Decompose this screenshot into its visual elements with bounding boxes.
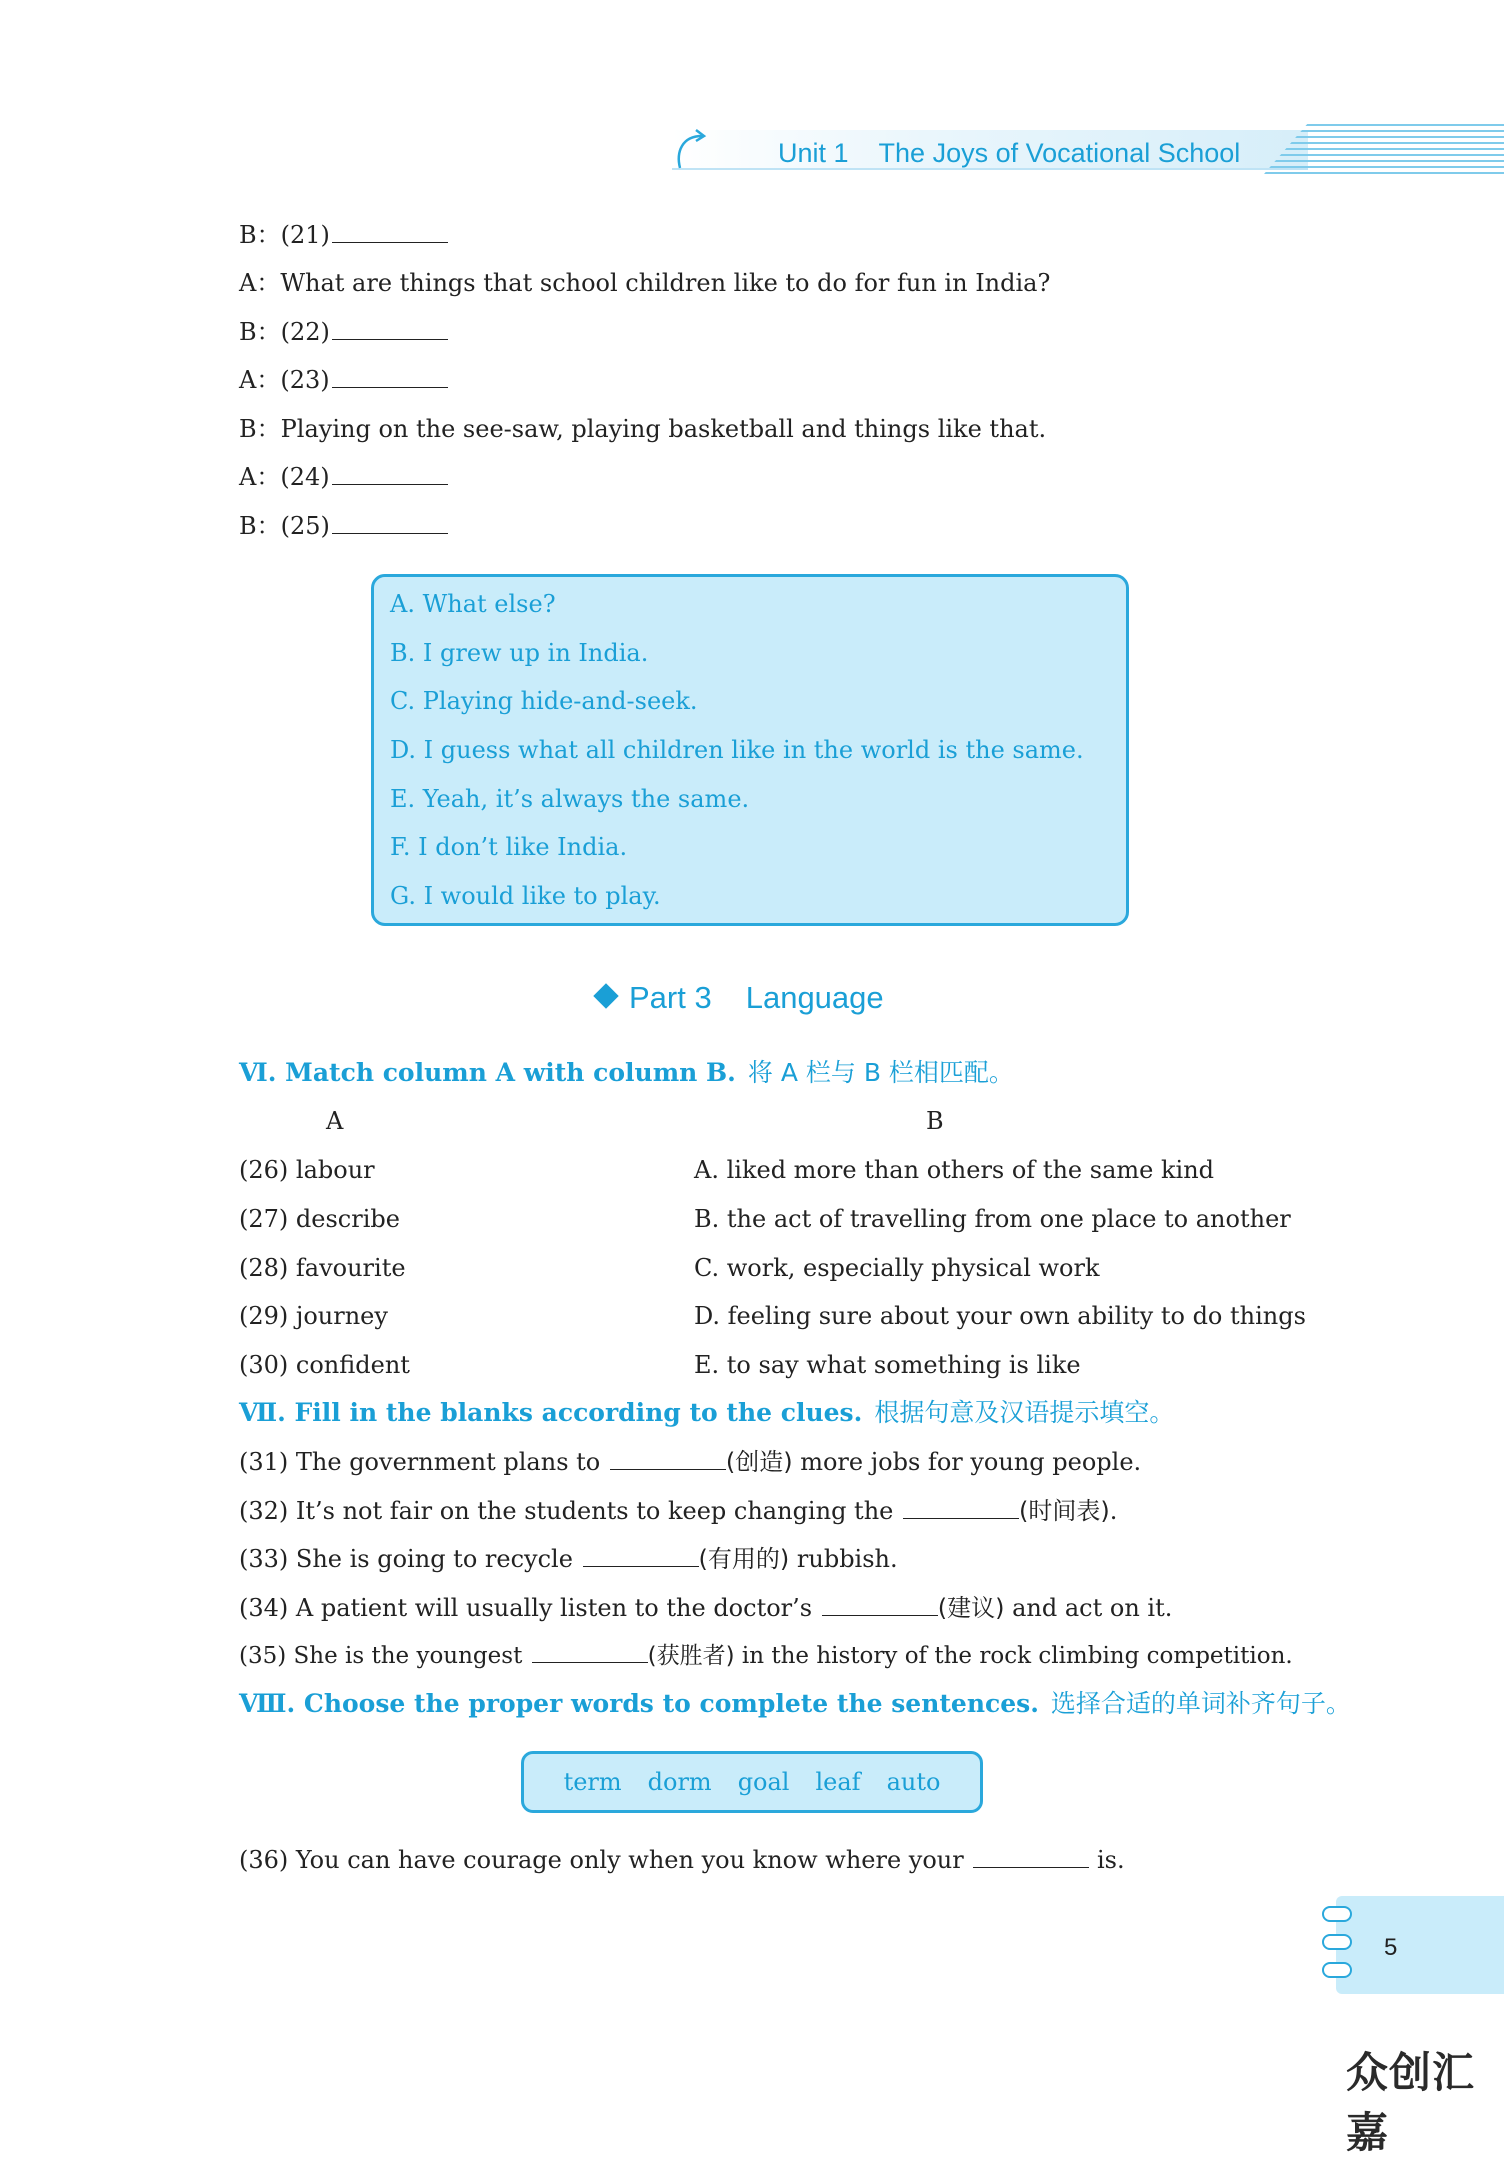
answer-blank[interactable]	[973, 1847, 1089, 1868]
answer-blank[interactable]	[332, 222, 448, 243]
page-number: 5	[1384, 1934, 1398, 1961]
column-b-item: D. feeling sure about your own ability to do things	[694, 1302, 1306, 1330]
dialogue-text: What are things that school children like to do for fun in India?	[280, 269, 1051, 297]
answer-blank[interactable]	[332, 319, 448, 340]
item-number: (22)	[280, 318, 330, 346]
option-item: G. I would like to play.	[390, 882, 661, 910]
item-number: (25)	[280, 512, 330, 540]
column-a-item: (27) describe	[239, 1205, 400, 1233]
option-item: E. Yeah, it’s always the same.	[390, 785, 750, 813]
speaker: A：	[239, 463, 281, 491]
section-number: Ⅵ.	[239, 1058, 277, 1087]
chinese-hint: (创造)	[725, 1448, 793, 1476]
answer-blank[interactable]	[583, 1546, 699, 1567]
speaker: A：	[239, 269, 281, 297]
option-item: B. I grew up in India.	[390, 639, 649, 667]
part-name: Language	[745, 980, 884, 1015]
section-7-heading	[239, 1398, 1174, 1428]
fill-text: rubbish.	[789, 1545, 898, 1573]
running-header	[672, 124, 1504, 174]
header-title	[778, 138, 1240, 169]
chinese-hint: (获胜者)	[647, 1643, 735, 1669]
item-number: (21)	[280, 221, 330, 249]
fill-text: (33) She is going to recycle	[239, 1545, 581, 1573]
chinese-hint: (有用的)	[698, 1545, 790, 1573]
dialogue-line	[239, 462, 448, 492]
chinese-hint: (建议)	[937, 1594, 1005, 1622]
column-b-item: B. the act of travelling from one place to another	[694, 1205, 1291, 1233]
fill-item	[239, 1641, 1293, 1671]
answer-blank[interactable]	[332, 464, 448, 485]
section-number: Ⅶ.	[239, 1398, 286, 1427]
dialogue-text: Playing on the see-saw, playing basketball and things like that.	[280, 415, 1047, 443]
answer-blank[interactable]	[332, 513, 448, 534]
dialogue-line	[239, 365, 448, 395]
fill-text: (36) You can have courage only when you know where your	[239, 1846, 972, 1874]
speaker: B：	[239, 415, 281, 443]
column-a-item: (26) labour	[239, 1156, 375, 1184]
answer-blank[interactable]	[532, 1642, 648, 1663]
speaker: B：	[239, 221, 281, 249]
fill-text: (31) The government plans to	[239, 1448, 608, 1476]
page-tab	[1336, 1896, 1504, 1994]
section-6-heading	[239, 1058, 1014, 1088]
section-title: Choose the proper words to complete the sentences.	[303, 1689, 1039, 1718]
item-number: (23)	[280, 366, 330, 394]
section-8-heading	[239, 1689, 1351, 1719]
section-title: Match column A with column B.	[285, 1058, 736, 1087]
fill-item	[239, 1496, 1117, 1526]
fill-text: (35) She is the youngest	[239, 1643, 530, 1669]
column-b-item: C. work, especially physical work	[694, 1254, 1100, 1282]
fill-item	[239, 1845, 1125, 1875]
fill-text: is.	[1089, 1846, 1125, 1874]
column-a-item: (29) journey	[239, 1302, 388, 1330]
option-item: C. Playing hide-and-seek.	[390, 687, 698, 715]
answer-blank[interactable]	[610, 1449, 726, 1470]
fill-text: (32) It’s not fair on the students to keep changing the	[239, 1497, 901, 1525]
dialogue-line	[239, 220, 448, 250]
word-option: goal	[737, 1768, 790, 1796]
binder-ring-icon	[1322, 1934, 1352, 1950]
section-title-cn: 根据句意及汉语提示填空。	[874, 1398, 1175, 1427]
fill-item	[239, 1447, 1141, 1477]
option-item: F. I don’t like India.	[390, 833, 628, 861]
column-a-header: A	[326, 1107, 344, 1135]
dialogue-line	[239, 414, 1046, 444]
diamond-icon	[593, 983, 618, 1008]
binder-ring-icon	[1322, 1962, 1352, 1978]
word-option: dorm	[647, 1768, 712, 1796]
chinese-hint: (时间表)	[1019, 1497, 1110, 1525]
fill-text: (34) A patient will usually listen to the doctor’s	[239, 1594, 820, 1622]
part-label: Part 3	[629, 980, 712, 1015]
column-b-item: A. liked more than others of the same kind	[694, 1156, 1215, 1184]
word-option: leaf	[815, 1768, 861, 1796]
word-bank	[521, 1751, 983, 1813]
fill-text: more jobs for young people.	[792, 1448, 1142, 1476]
part-heading	[597, 980, 884, 1016]
fill-item	[239, 1544, 898, 1574]
section-number: Ⅷ.	[239, 1689, 296, 1718]
column-b-header: B	[926, 1107, 944, 1135]
column-b-item: E. to say what something is like	[694, 1351, 1081, 1379]
option-item: A. What else?	[390, 590, 556, 618]
fill-text: and act on it.	[1004, 1594, 1173, 1622]
binder-ring-icon	[1322, 1906, 1352, 1922]
word-option: auto	[886, 1768, 941, 1796]
answer-blank[interactable]	[822, 1595, 938, 1616]
item-number: (24)	[280, 463, 330, 491]
options-box	[371, 574, 1129, 926]
fill-item	[239, 1593, 1172, 1623]
answer-blank[interactable]	[903, 1498, 1019, 1519]
fill-text: in the history of the rock climbing competition.	[734, 1643, 1293, 1669]
column-a-item: (30) confident	[239, 1351, 410, 1379]
header-unit-title: The Joys of Vocational School	[878, 138, 1241, 168]
section-title: Fill in the blanks according to the clues.	[294, 1398, 863, 1427]
dialogue-line	[239, 511, 448, 541]
dialogue-line	[239, 268, 1050, 298]
section-title-cn: 选择合适的单词补齐句子。	[1050, 1689, 1351, 1718]
dialogue-line	[239, 317, 448, 347]
watermark: 众创汇嘉	[1346, 2048, 1476, 2157]
speaker: B：	[239, 512, 281, 540]
answer-blank[interactable]	[332, 367, 448, 388]
fill-text: .	[1109, 1497, 1118, 1525]
option-item: D. I guess what all children like in the world is the same.	[390, 736, 1084, 764]
section-title-cn: 将 A 栏与 B 栏相匹配。	[747, 1058, 1014, 1087]
speaker: A：	[239, 366, 281, 394]
speaker: B：	[239, 318, 281, 346]
word-option: term	[563, 1768, 622, 1796]
column-a-item: (28) favourite	[239, 1254, 406, 1282]
curved-arrow-icon	[672, 128, 712, 172]
header-unit: Unit 1	[778, 138, 849, 168]
